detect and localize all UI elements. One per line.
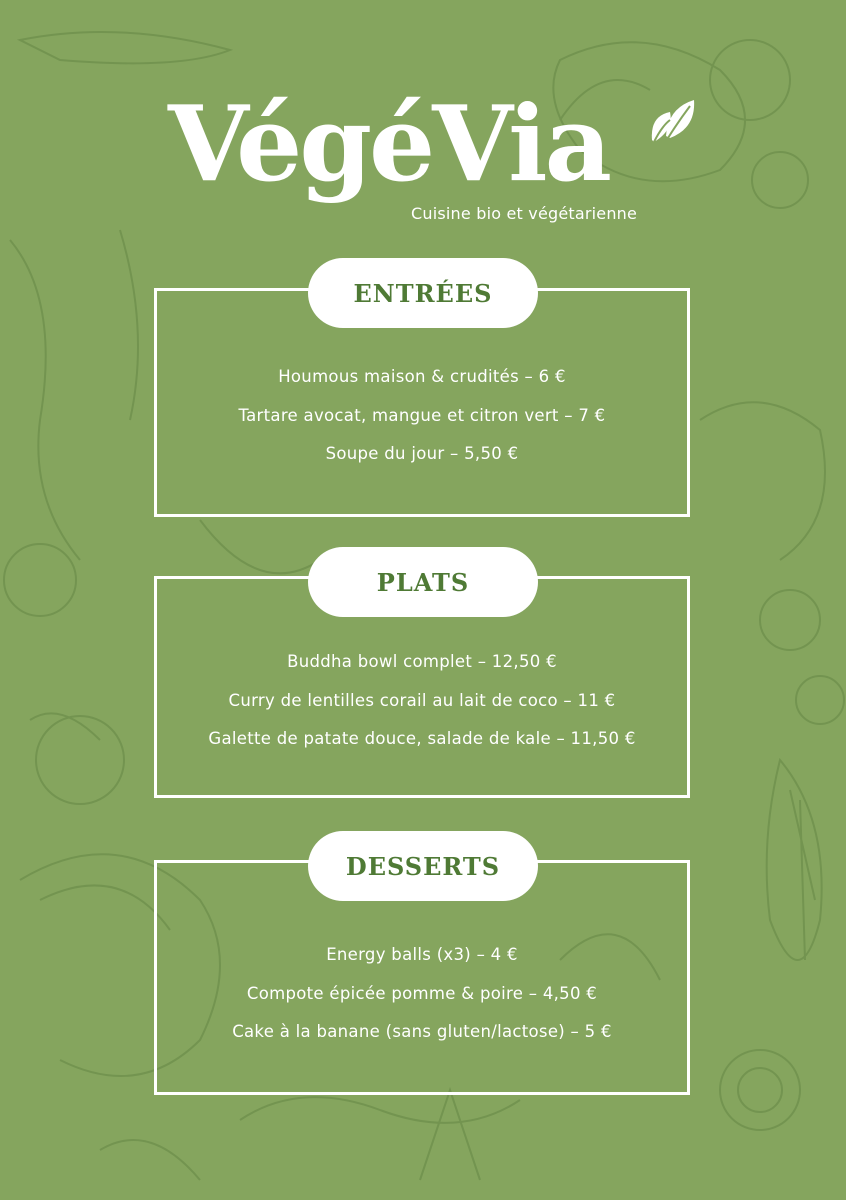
brand-header [0,0,846,240]
section-title-plats: PLATS [308,547,538,617]
menu-item: Compote épicée pomme & poire – 4,50 € [246,983,598,1003]
menu-item: Houmous maison & crudités – 6 € [278,367,566,386]
leaf-icon [648,96,698,146]
section-entrees-items [154,358,690,474]
menu-item: Tartare avocat, mangue et citron vert – 7 € [238,405,606,425]
menu-item: Cake à la banane (sans gluten/lactose) – 5 € [232,1022,612,1041]
menu-item: Curry de lentilles corail au lait de coco – 11 € [228,690,616,710]
menu-item: Energy balls (x3) – 4 € [326,945,518,964]
section-title-desserts: DESSERTS [308,831,538,901]
menu-item: Soupe du jour – 5,50 € [325,444,519,463]
menu-item: Buddha bowl complet – 12,50 € [287,652,557,671]
section-plats-items [154,643,690,759]
brand-logo: VégéVia [168,82,609,205]
brand-tagline: Cuisine bio et végétarienne [411,204,638,223]
menu-item: Galette de patate douce, salade de kale – 11,50 € [208,729,636,748]
section-desserts-items [154,936,690,1052]
section-title-entrees: ENTRÉES [308,258,538,328]
